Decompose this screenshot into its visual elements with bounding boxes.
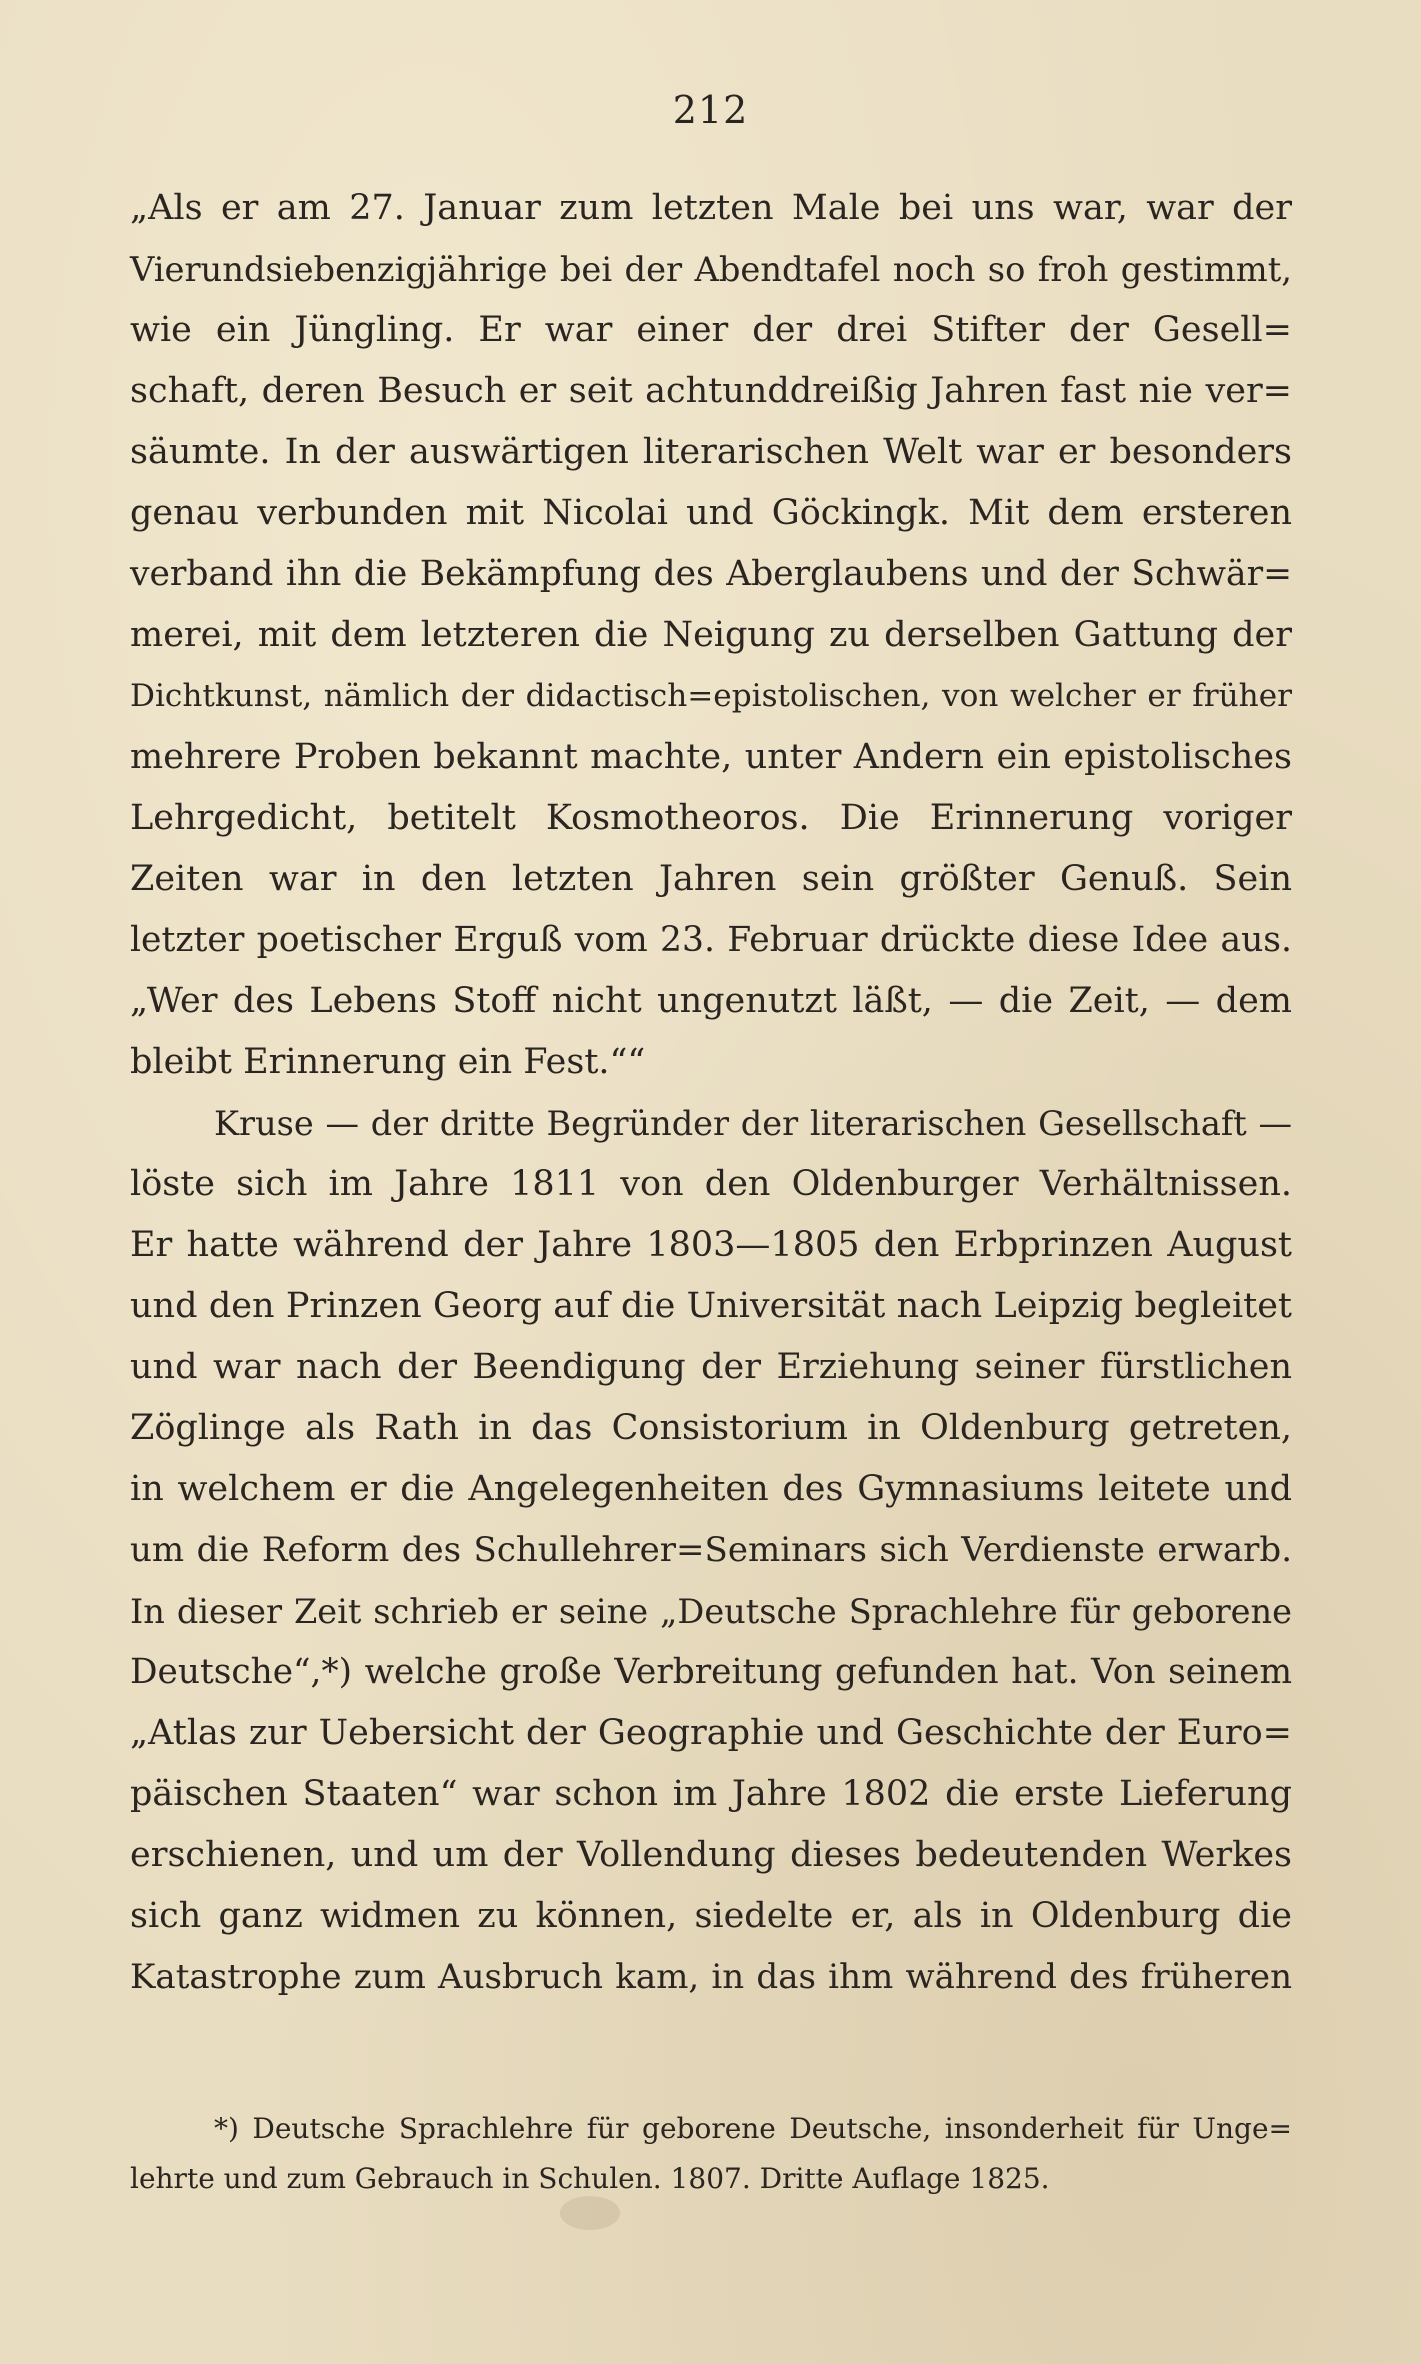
footnote-line: *) Deutsche Sprachlehre für geborene Deutsche, insonderheit für Unge= (214, 2112, 1292, 2145)
text-line: päischen Staaten“ war schon im Jahre 1802 die erste Lieferung (130, 1774, 1292, 1814)
text-line: schaft, deren Besuch er seit achtunddreißig Jahren fast nie ver= (130, 371, 1292, 411)
text-line: Vierundsiebenzigjährige bei der Abendtafel noch so froh gestimmt, (130, 250, 1292, 289)
paragraph-2 (130, 1093, 1292, 2008)
text-line: Zeiten war in den letzten Jahren sein größter Genuß. Sein (130, 859, 1292, 899)
text-line: „Wer des Lebens Stoff nicht ungenutzt läßt, — die Zeit, — dem (130, 981, 1292, 1021)
text-line: Lehrgedicht, betitelt Kosmotheoros. Die Erinnerung voriger (130, 798, 1292, 838)
text-line: säumte. In der auswärtigen literarischen Welt war er besonders (130, 432, 1292, 472)
text-line: sich ganz widmen zu können, siedelte er, als in Oldenburg die (130, 1896, 1292, 1936)
text-line: letzter poetischer Erguß vom 23. Februar drückte diese Idee aus. (130, 920, 1292, 960)
page-number: 212 (672, 88, 749, 132)
text-line: erschienen, und um der Vollendung dieses bedeutenden Werkes (130, 1835, 1292, 1875)
text-line: und war nach der Beendigung der Erziehung seiner fürstlichen (130, 1347, 1292, 1387)
text-line: Kruse — der dritte Begründer der literarischen Gesellschaft — (214, 1104, 1292, 1143)
text-line: „Atlas zur Uebersicht der Geographie und Geschichte der Euro= (130, 1713, 1292, 1753)
footnote-line: lehrte und zum Gebrauch in Schulen. 1807. Dritte Auflage 1825. (130, 2162, 1050, 2195)
paragraph-1 (130, 178, 1292, 1093)
body-text (130, 178, 1292, 2008)
text-line: Katastrophe zum Ausbruch kam, in das ihm während des früheren (130, 1957, 1292, 1997)
text-line: löste sich im Jahre 1811 von den Oldenburger Verhältnissen. (130, 1164, 1292, 1204)
text-line: bleibt Erinnerung ein Fest.““ (130, 1042, 646, 1082)
text-line: wie ein Jüngling. Er war einer der drei Stifter der Gesell= (130, 310, 1292, 350)
text-line: Dichtkunst, nämlich der didactisch=epistolischen, von welcher er früher (130, 678, 1292, 714)
text-line: und den Prinzen Georg auf die Universität nach Leipzig begleitet (130, 1286, 1292, 1326)
text-line: um die Reform des Schullehrer=Seminars sich Verdienste erwarb. (130, 1530, 1292, 1570)
text-line: mehrere Proben bekannt machte, unter Andern ein epistolisches (130, 737, 1292, 777)
text-line: verband ihn die Bekämpfung des Aberglaubens und der Schwär= (130, 554, 1292, 594)
text-line: Er hatte während der Jahre 1803—1805 den Erbprinzen August (130, 1225, 1292, 1265)
text-line: „Als er am 27. Januar zum letzten Male bei uns war, war der (130, 188, 1292, 228)
text-line: in welchem er die Angelegenheiten des Gymnasiums leitete und (130, 1469, 1292, 1509)
text-line: genau verbunden mit Nicolai und Göckingk. Mit dem ersteren (130, 493, 1292, 533)
text-line: In dieser Zeit schrieb er seine „Deutsche Sprachlehre für geborene (130, 1592, 1292, 1631)
text-line: merei, mit dem letzteren die Neigung zu derselben Gattung der (130, 615, 1292, 655)
text-line: Deutsche“,*) welche große Verbreitung gefunden hat. Von seinem (130, 1652, 1292, 1692)
footnote (130, 2104, 1292, 2204)
paper-smudge (560, 2196, 620, 2230)
text-line: Zöglinge als Rath in das Consistorium in Oldenburg getreten, (130, 1408, 1292, 1448)
